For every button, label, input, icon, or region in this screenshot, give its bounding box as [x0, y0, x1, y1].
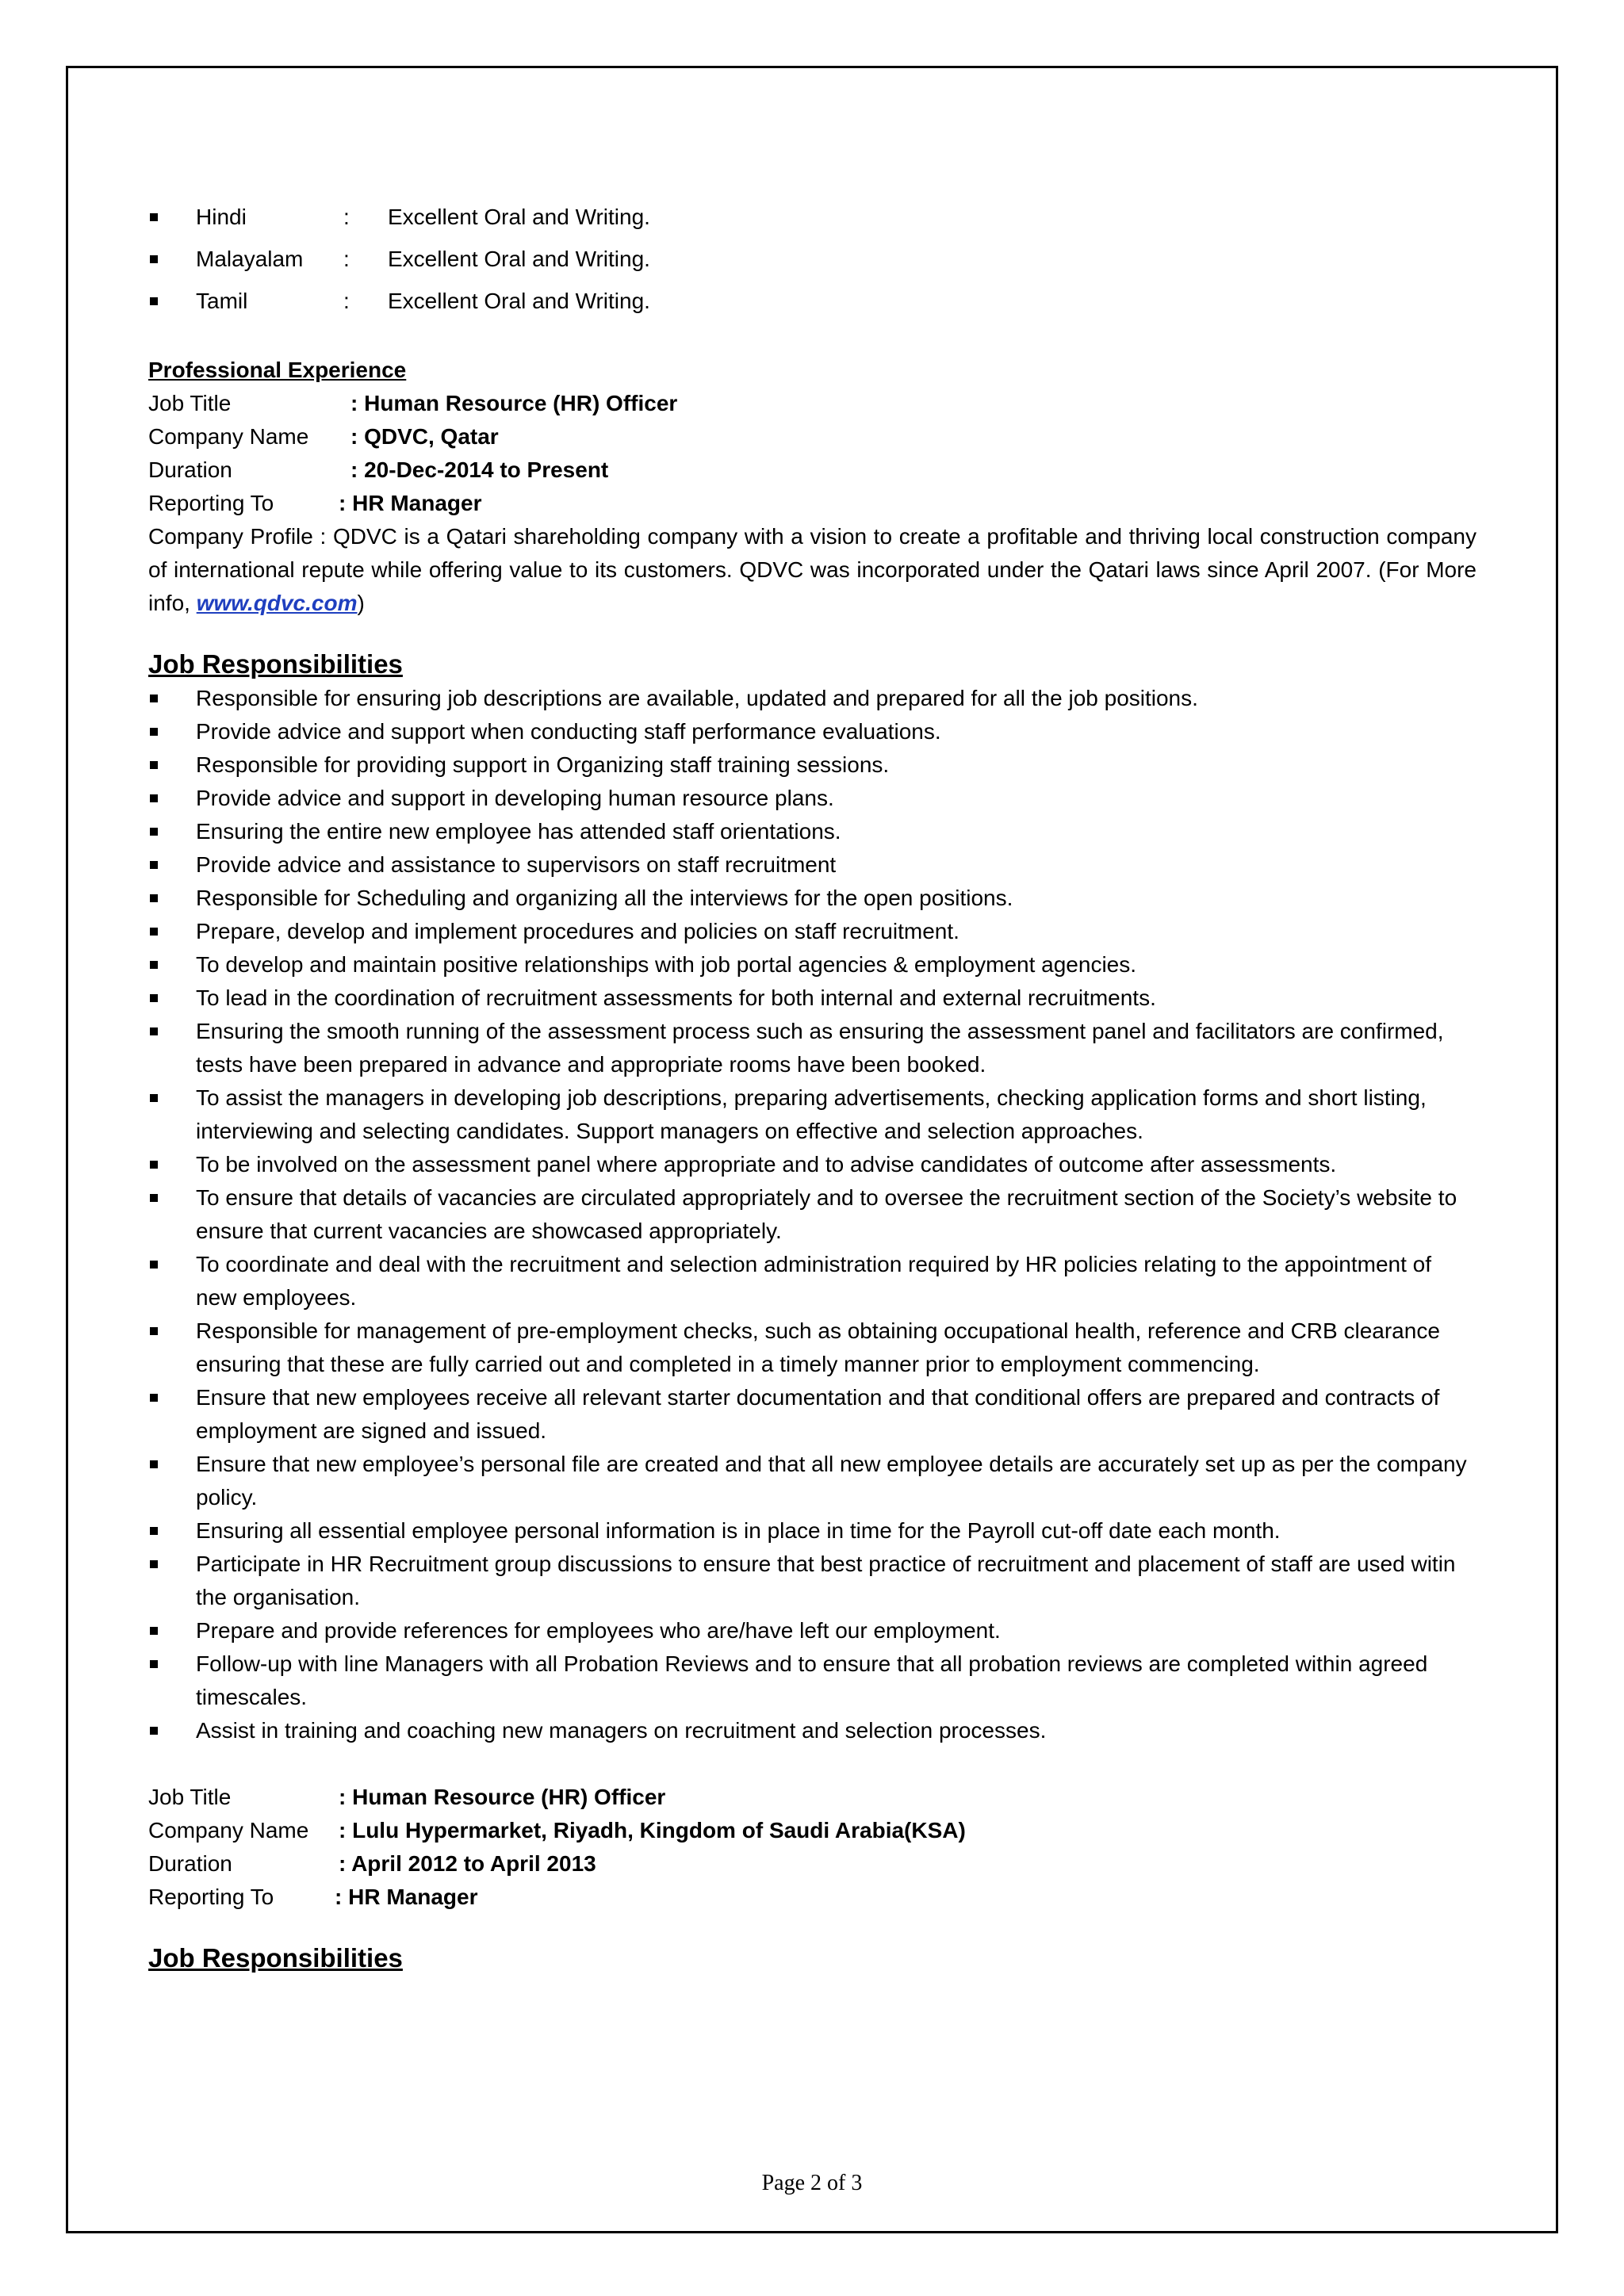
responsibility-item	[148, 1614, 1477, 1647]
responsibility-text: Provide advice and support when conducting staff performance evaluations.	[196, 719, 941, 744]
language-colon: :	[343, 288, 350, 313]
professional-experience-heading: Professional Experience	[148, 358, 407, 382]
responsibility-item	[148, 1514, 1477, 1548]
square-bullet-icon	[150, 728, 158, 736]
language-colon: :	[343, 204, 350, 229]
responsibility-text: Prepare, develop and implement procedures and policies on staff recruitment.	[196, 919, 959, 943]
company-name-label: Company Name	[148, 1818, 309, 1843]
square-bullet-icon	[150, 1627, 158, 1635]
responsibility-item	[148, 748, 1477, 782]
square-bullet-icon	[150, 1727, 158, 1735]
job1-details	[148, 387, 1477, 620]
reporting-to-value: : HR Manager	[335, 1885, 478, 1909]
responsibility-text: Provide advice and assistance to supervisors on staff recruitment	[196, 852, 837, 877]
responsibility-text: Follow-up with line Managers with all Probation Reviews and to ensure that all probation reviews are completed within agreed timescales.	[196, 1651, 1428, 1709]
job-responsibilities-heading: Job Responsibilities	[148, 649, 403, 679]
square-bullet-icon	[150, 297, 158, 305]
responsibility-item	[148, 1548, 1477, 1614]
responsibility-item	[148, 1314, 1477, 1381]
square-bullet-icon	[150, 1327, 158, 1335]
responsibility-item	[148, 1248, 1477, 1314]
page-number-footer: Page 2 of 3	[761, 2171, 863, 2195]
responsibility-text: Participate in HR Recruitment group discussions to ensure that best practice of recruitment and placement of staff are used witin the organisation.	[196, 1552, 1456, 1609]
job-title-label: Job Title	[148, 391, 232, 415]
responsibility-item	[148, 915, 1477, 948]
responsibility-text: Provide advice and support in developing human resource plans.	[196, 786, 834, 810]
responsibility-text: Responsible for management of pre-employment checks, such as obtaining occupational health, reference and CRB clearance ensuring that these are fully carried out and completed in a timely manner prior to employment commencing.	[196, 1318, 1440, 1376]
responsibility-item	[148, 982, 1477, 1015]
square-bullet-icon	[150, 961, 158, 969]
square-bullet-icon	[150, 255, 158, 263]
responsibility-text: To assist the managers in developing job descriptions, preparing advertisements, checking application forms and short listing, interviewing and selecting candidates. Support managers on effective and selection approaches.	[196, 1085, 1427, 1143]
responsibility-text: Ensure that new employees receive all relevant starter documentation and that conditional offers are prepared and contracts of employment are signed and issued.	[196, 1385, 1440, 1443]
responsibility-item	[148, 948, 1477, 982]
job1-duration-row	[148, 453, 1477, 487]
job-responsibilities-heading: Job Responsibilities	[148, 1943, 403, 1973]
company-website-link[interactable]: www.qdvc.com	[196, 591, 358, 615]
reporting-to-value: : HR Manager	[339, 491, 482, 515]
duration-label: Duration	[148, 1851, 232, 1876]
company-profile-end: )	[357, 591, 365, 615]
language-level: Excellent Oral and Writing.	[388, 204, 650, 229]
language-colon: :	[343, 246, 350, 271]
square-bullet-icon	[150, 761, 158, 769]
square-bullet-icon	[150, 928, 158, 936]
square-bullet-icon	[150, 994, 158, 1002]
square-bullet-icon	[150, 794, 158, 802]
responsibility-text: Ensuring the entire new employee has attended staff orientations.	[196, 819, 841, 844]
job-responsibilities-list	[148, 682, 1477, 1747]
company-profile	[148, 520, 1477, 620]
responsibility-text: Ensure that new employee’s personal file are created and that all new employee details are accurately set up as per the company policy.	[196, 1452, 1467, 1510]
job2-duration-row	[148, 1847, 1477, 1881]
square-bullet-icon	[150, 1460, 158, 1468]
language-name: Malayalam	[196, 246, 304, 271]
square-bullet-icon	[150, 695, 158, 702]
square-bullet-icon	[150, 1394, 158, 1402]
square-bullet-icon	[150, 1261, 158, 1269]
responsibility-item	[148, 1714, 1477, 1747]
language-item	[148, 196, 1477, 238]
responsibility-item	[148, 715, 1477, 748]
job-title-label: Job Title	[148, 1785, 232, 1809]
company-profile-text: Company Profile : QDVC is a Qatari shareholding company with a vision to create a profitable and thriving local construction company of international repute while offering value to its customers. QDVC was incorporated under the Qatari laws since April 2007. (For More info,	[148, 524, 1477, 615]
job1-reporting-row	[148, 487, 1477, 520]
responsibility-text: To develop and maintain positive relationships with job portal agencies & employment agencies.	[196, 952, 1137, 977]
duration-label: Duration	[148, 457, 232, 482]
square-bullet-icon	[150, 1027, 158, 1035]
job2-company-row	[148, 1814, 1477, 1847]
job1-company-row	[148, 420, 1477, 453]
responsibility-text: To lead in the coordination of recruitment assessments for both internal and external recruitments.	[196, 985, 1156, 1010]
language-level: Excellent Oral and Writing.	[388, 246, 650, 271]
job2-reporting-row	[148, 1881, 1477, 1914]
job-title-value: : Human Resource (HR) Officer	[339, 1785, 666, 1809]
duration-value: : 20-Dec-2014 to Present	[350, 457, 609, 482]
language-name: Hindi	[196, 204, 247, 229]
responsibility-item	[148, 1448, 1477, 1514]
language-list	[148, 196, 1477, 322]
square-bullet-icon	[150, 1660, 158, 1668]
responsibility-item	[148, 682, 1477, 715]
reporting-to-label: Reporting To	[148, 1885, 274, 1909]
responsibility-text: To be involved on the assessment panel where appropriate and to advise candidates of outcome after assessments.	[196, 1152, 1337, 1177]
language-level: Excellent Oral and Writing.	[388, 288, 650, 313]
square-bullet-icon	[150, 1094, 158, 1102]
company-name-value: : Lulu Hypermarket, Riyadh, Kingdom of Saudi Arabia(KSA)	[339, 1818, 966, 1843]
responsibility-item	[148, 882, 1477, 915]
responsibility-text: Ensuring all essential employee personal information is in place in time for the Payroll cut-off date each month.	[196, 1518, 1281, 1543]
responsibility-text: Assist in training and coaching new managers on recruitment and selection processes.	[196, 1718, 1047, 1743]
language-item	[148, 280, 1477, 322]
responsibility-item	[148, 1381, 1477, 1448]
language-name: Tamil	[196, 288, 248, 313]
responsibility-item	[148, 1081, 1477, 1148]
square-bullet-icon	[150, 1161, 158, 1169]
responsibility-item	[148, 815, 1477, 848]
responsibility-text: To ensure that details of vacancies are circulated appropriately and to oversee the recruitment section of the Society’s website to ensure that current vacancies are showcased appropriately.	[196, 1185, 1457, 1243]
square-bullet-icon	[150, 1194, 158, 1202]
square-bullet-icon	[150, 1527, 158, 1535]
job-title-value: : Human Resource (HR) Officer	[350, 391, 678, 415]
square-bullet-icon	[150, 213, 158, 221]
responsibility-text: Prepare and provide references for employees who are/have left our employment.	[196, 1618, 1001, 1643]
responsibility-text: Responsible for providing support in Organizing staff training sessions.	[196, 752, 890, 777]
square-bullet-icon	[150, 861, 158, 869]
responsibility-item	[148, 1181, 1477, 1248]
square-bullet-icon	[150, 828, 158, 836]
square-bullet-icon	[150, 894, 158, 902]
responsibility-item	[148, 1015, 1477, 1081]
resume-page-content	[148, 196, 1477, 1976]
responsibility-item	[148, 1647, 1477, 1714]
responsibility-item	[148, 782, 1477, 815]
reporting-to-label: Reporting To	[148, 491, 274, 515]
company-name-label: Company Name	[148, 424, 309, 449]
job2-title-row	[148, 1781, 1477, 1814]
responsibility-item	[148, 1148, 1477, 1181]
square-bullet-icon	[150, 1560, 158, 1568]
job1-title-row	[148, 387, 1477, 420]
responsibility-text: Responsible for ensuring job descriptions are available, updated and prepared for all the job positions.	[196, 686, 1198, 710]
language-item	[148, 238, 1477, 280]
company-name-value: : QDVC, Qatar	[350, 424, 499, 449]
responsibility-text: Ensuring the smooth running of the assessment process such as ensuring the assessment panel and facilitators are confirmed, tests have been prepared in advance and appropriate rooms have been booked.	[196, 1019, 1444, 1077]
duration-value: : April 2012 to April 2013	[339, 1851, 596, 1876]
job2-details	[148, 1781, 1477, 1914]
responsibility-text: To coordinate and deal with the recruitment and selection administration required by HR policies relating to the appointment of new employees.	[196, 1252, 1431, 1310]
responsibility-item	[148, 848, 1477, 882]
responsibility-text: Responsible for Scheduling and organizing all the interviews for the open positions.	[196, 886, 1013, 910]
